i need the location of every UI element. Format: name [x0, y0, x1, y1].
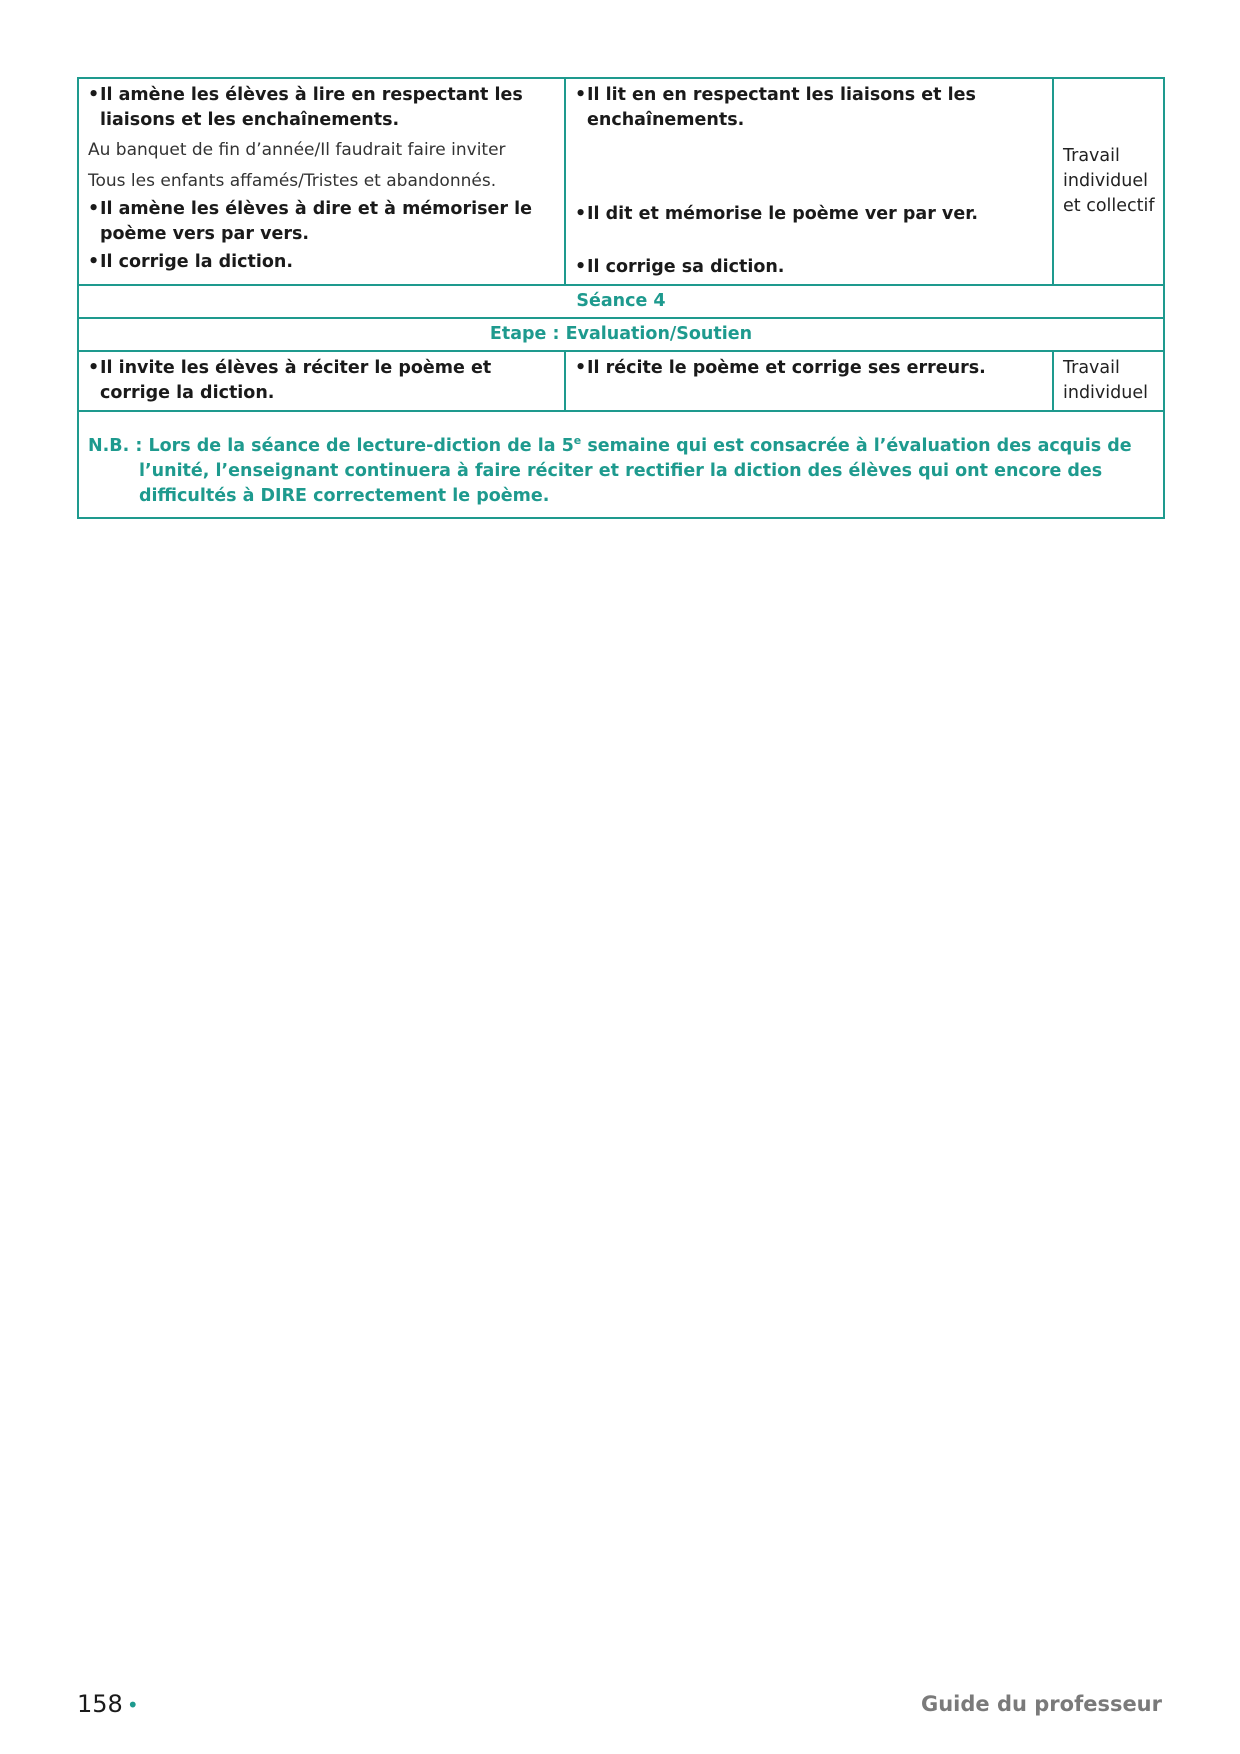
seance-heading: Séance 4 [78, 285, 1164, 318]
student-activity: • Il lit en en respectant les liaisons et les enchaînements. [575, 83, 1044, 133]
bullet-dot-icon: • [126, 1693, 139, 1717]
teacher-activity: • Il corrige la diction. [88, 250, 556, 275]
nb-lead: N.B. : Lors de la séance de lecture-diction de la 5 [88, 436, 574, 456]
table-row [78, 411, 1164, 518]
teacher-activity: • Il invite les élèves à réciter le poème et corrige la diction. [88, 356, 556, 406]
footer-title: Guide du professeur [920, 1692, 1162, 1716]
lesson-table [77, 77, 1165, 519]
student-activity: • Il corrige sa diction. [575, 255, 1044, 280]
student-activities-cell [565, 78, 1053, 285]
student-activity: • Il dit et mémorise le poème ver par ver. [575, 202, 1044, 227]
work-mode-cell: Travail individuel et collectif [1053, 78, 1164, 285]
nb-note [78, 411, 1164, 518]
poem-verse: Au banquet de fin d’année/Il faudrait faire inviter [88, 140, 506, 160]
table-row [78, 318, 1164, 351]
nb-superscript: e [573, 434, 582, 448]
etape-heading: Etape : Evaluation/Soutien [78, 318, 1164, 351]
student-activity: • Il récite le poème et corrige ses erreurs. [575, 356, 1044, 381]
table-row [78, 351, 1164, 411]
work-mode-cell: Travail individuel [1053, 351, 1164, 411]
teacher-activities-cell [78, 351, 565, 411]
nb-rest: semaine qui est consacrée à l’évaluation des acquis de l’unité, l’enseignant continuera à faire réciter et rectifier la diction des élèves qui ont encore des difficultés à DIRE correctement le poème. [139, 436, 1132, 506]
teacher-activities-cell [78, 78, 565, 285]
page-number-text: 158 [77, 1690, 123, 1718]
student-activities-cell [565, 351, 1053, 411]
table-row [78, 78, 1164, 285]
teacher-activity: • Il amène les élèves à lire en respectant les liaisons et les enchaînements. [88, 83, 556, 133]
page-number [77, 1690, 139, 1718]
teacher-activity: • Il amène les élèves à dire et à mémoriser le poème vers par vers. [88, 197, 556, 247]
poem-verse: Tous les enfants affamés/Tristes et abandonnés. [88, 171, 497, 191]
table-row [78, 285, 1164, 318]
